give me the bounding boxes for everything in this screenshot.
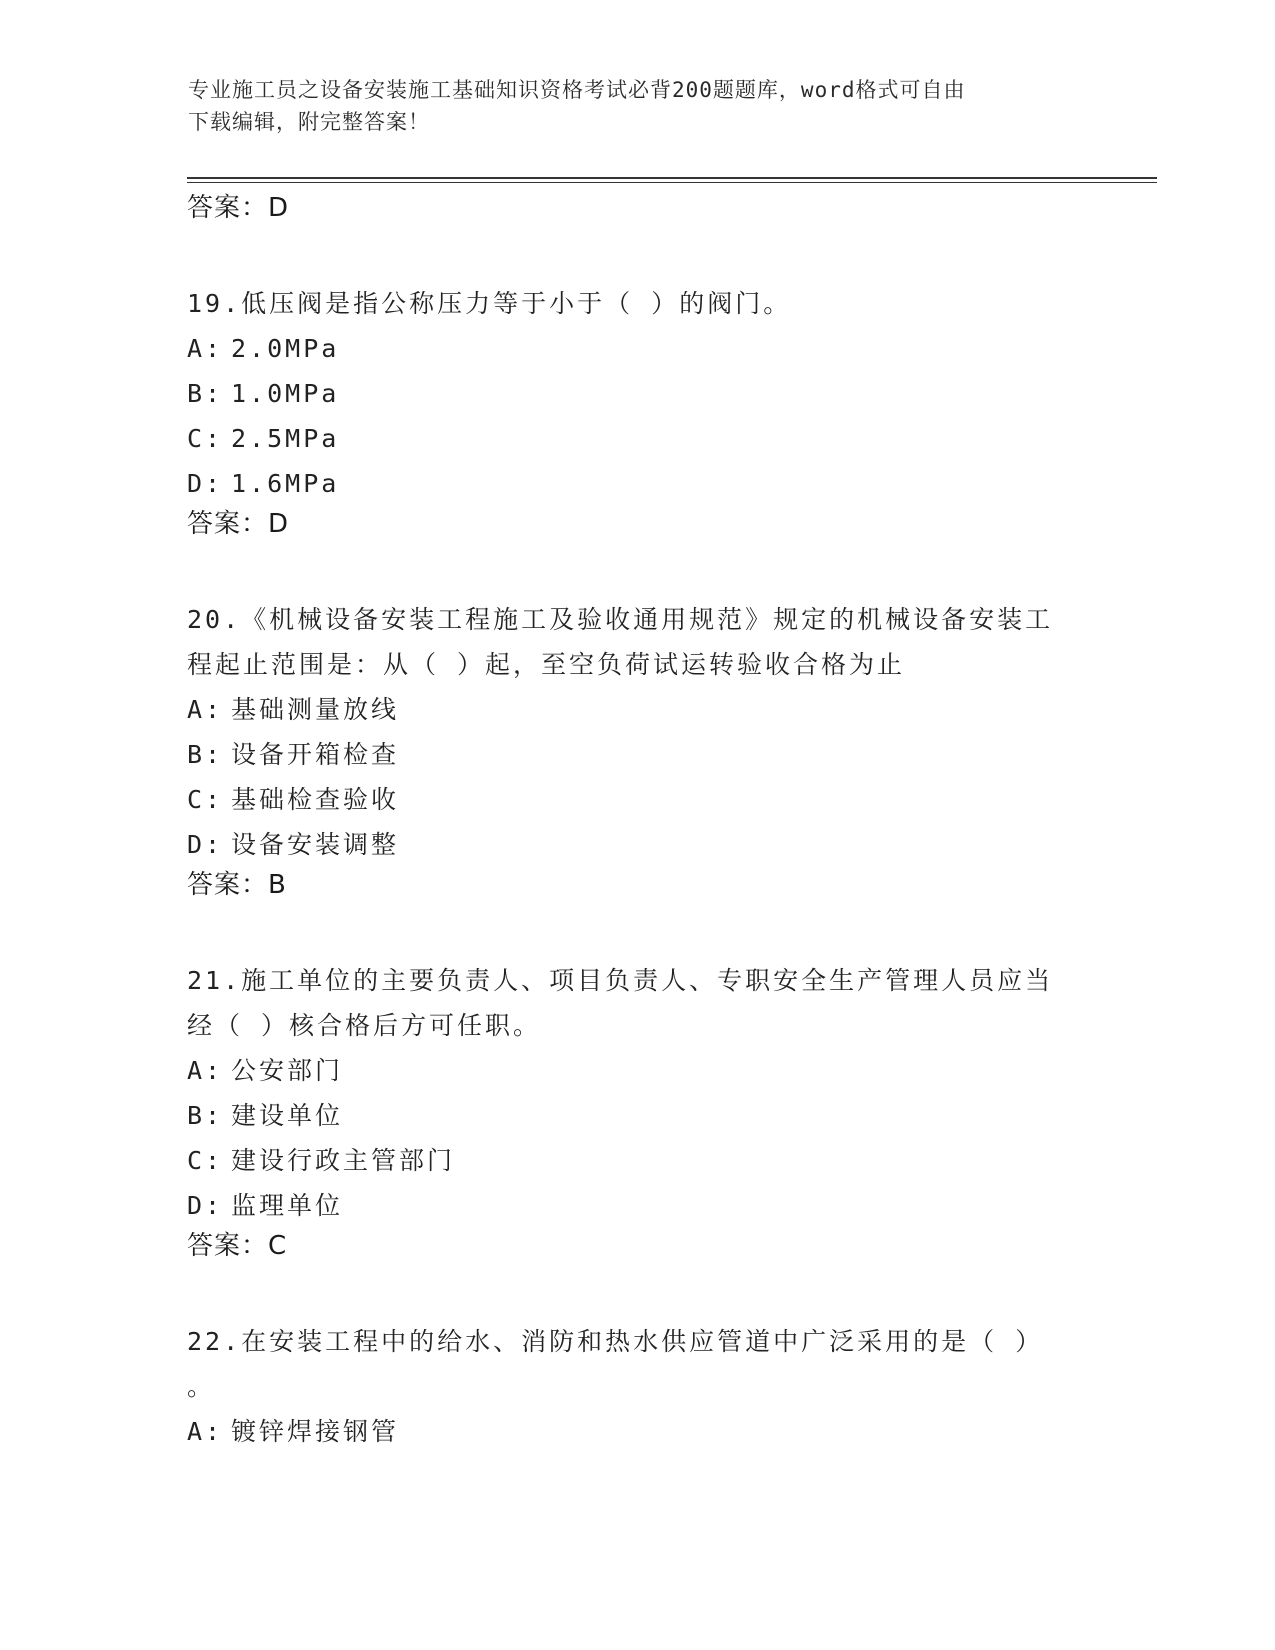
option-letter: A: [187,1417,224,1446]
option-letter: B: [187,740,224,769]
option-text: 建设单位 [231,1101,344,1130]
header-divider-thick [187,177,1157,179]
option-letter: A: [187,695,224,724]
option-text: 建设行政主管部门 [231,1146,456,1175]
option-letter: B: [187,379,224,408]
option-text: 2.5MPa [231,424,340,453]
option-text: 镀锌焊接钢管 [231,1417,400,1446]
header-line-1: 专业施工员之设备安装施工基础知识资格考试必背200题题库，word格式可自由 [188,78,966,102]
question-block [187,597,1087,912]
option-b [187,1093,1087,1138]
answer-line: 答案：D [187,193,290,223]
question-text-line-1: 22.在安装工程中的给水、消防和热水供应管道中广泛采用的是（ ） [187,1327,1044,1356]
question-text-line-1: 20.《机械设备安装工程施工及验收通用规范》规定的机械设备安装工 [187,605,1054,634]
answer-line: 答案：C [187,1231,288,1261]
option-text: 基础检查验收 [231,785,400,814]
question-list [187,190,1087,1454]
question-block [187,958,1087,1273]
question-text: 19.低压阀是指公称压力等于小于（ ）的阀门。 [187,289,792,318]
option-letter: C: [187,785,224,814]
option-text: 设备安装调整 [231,830,400,859]
option-text: 设备开箱检查 [231,740,400,769]
option-text: 监理单位 [231,1191,344,1220]
answer-line: 答案：D [187,509,290,539]
answer-line: 答案：B [187,870,287,900]
option-letter: C: [187,1146,224,1175]
option-c [187,777,1087,822]
question-text-line-2: 经（ ）核合格后方可任职。 [187,1011,542,1040]
spacer [187,235,1087,281]
option-text: 2.0MPa [231,334,340,363]
question-text-line-2: 。 [187,1372,216,1401]
option-c [187,1138,1087,1183]
option-d [187,822,1087,867]
option-c [187,416,1087,461]
spacer [187,1273,1087,1319]
question-block [187,1319,1087,1454]
option-a [187,326,1087,371]
option-a [187,1409,1087,1454]
option-d [187,461,1087,506]
option-letter: A: [187,1056,224,1085]
question-text-line-1: 21.施工单位的主要负责人、项目负责人、专职安全生产管理人员应当 [187,966,1054,995]
spacer [187,912,1087,958]
option-text: 基础测量放线 [231,695,400,724]
option-a [187,687,1087,732]
option-d [187,1183,1087,1228]
option-text: 1.0MPa [231,379,340,408]
option-letter: D: [187,469,224,498]
page-header [188,74,1068,138]
option-letter: A: [187,334,224,363]
question-block [187,281,1087,551]
option-letter: B: [187,1101,224,1130]
option-letter: D: [187,830,224,859]
option-text: 公安部门 [231,1056,344,1085]
spacer [187,551,1087,597]
option-a [187,1048,1087,1093]
header-line-2: 下载编辑，附完整答案！ [188,110,430,134]
option-text: 1.6MPa [231,469,340,498]
option-letter: D: [187,1191,224,1220]
header-divider-thin [187,182,1157,183]
option-letter: C: [187,424,224,453]
option-b [187,371,1087,416]
option-b [187,732,1087,777]
question-text-line-2: 程起止范围是：从（ ）起，至空负荷试运转验收合格为止 [187,650,906,679]
